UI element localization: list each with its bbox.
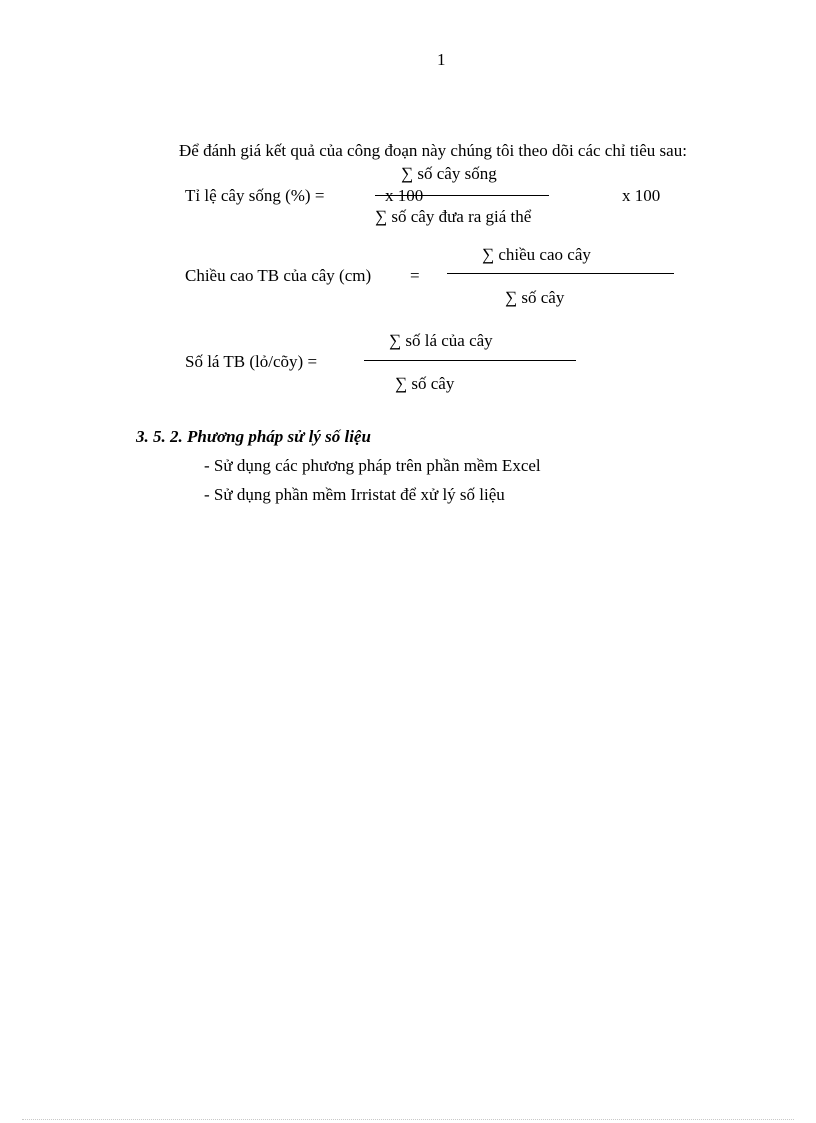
formula-numerator: ∑ số cây sống	[401, 164, 497, 183]
equals-sign: =	[410, 266, 420, 285]
list-item: - Sử dụng phần mềm Irristat để xử lý số liệu	[204, 485, 505, 504]
formula-label: Số lá TB (lỏ/cõy) =	[185, 352, 318, 371]
fraction-bar	[375, 195, 549, 196]
section-heading: 3. 5. 2. Phương pháp sử lý số liệu	[136, 427, 371, 446]
formula-denominator: ∑ số cây	[505, 288, 565, 307]
page-number: 1	[437, 50, 446, 69]
struck-multiplier: x 100	[385, 186, 424, 205]
intro-text: Để đánh giá kết quả của công đoạn này chúng tôi theo dõi các chỉ tiêu sau:	[179, 141, 687, 160]
formula-label: Chiều cao TB của cây (cm)	[185, 266, 372, 285]
formula-numerator: ∑ chiều cao cây	[482, 245, 591, 264]
list-item: - Sử dụng các phương pháp trên phần mềm Excel	[204, 456, 541, 475]
formula-denominator: ∑ số cây đưa ra giá thể	[375, 207, 532, 226]
fraction-bar	[364, 360, 576, 361]
formula-denominator: ∑ số cây	[395, 374, 455, 393]
formula-numerator: ∑ số lá của cây	[389, 331, 493, 350]
formula-label: Tỉ lệ cây sống (%) =	[185, 186, 325, 205]
fraction-bar	[447, 273, 674, 274]
page-footer-divider	[22, 1119, 794, 1120]
formula-multiplier: x 100	[622, 186, 661, 205]
